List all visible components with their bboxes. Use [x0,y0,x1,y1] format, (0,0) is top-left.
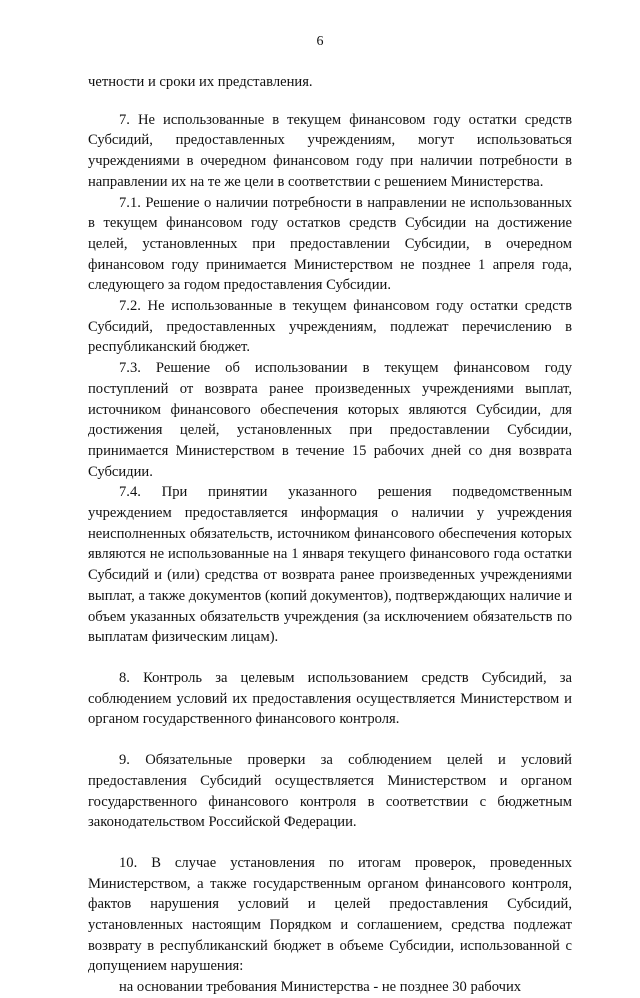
document-body [88,72,572,998]
paragraph-9: 9. Обязательные проверки за соблюдением целей и условий предоставления Субсидий осуществляется Министерством и органом государственного финансового контроля в соответствии с бюджетным законодательством Российской Федерации. [88,752,572,831]
paragraph-continuation: четности и сроки их представления. [88,74,313,90]
page-number: 6 [316,34,324,49]
paragraph-10: 10. В случае установления по итогам проверок, проведенных Министерством, а также государственным органом финансового контроля, фактов нарушения условий и целей предоставления Субсидий, установленных настоящим Порядком и соглашением, средства подлежат возврату в республиканский бюджет в объеме Субсидии, использованной с допущением нарушения: [88,854,572,975]
paragraph-7-1: 7.1. Решение о наличии потребности в направлении не использованных в текущем финансовом году остатков средств Субсидии на достижение целей, установленных при предоставлении Субсидии, в очередном финансовом году принимается Министерством не позднее 1 апреля года, следующего за годом предоставления Субсидии. [88,194,572,294]
paragraph-10-continued: на основании требования Министерства - не позднее 30 рабочих [119,979,522,996]
paragraph-7-3: 7.3. Решение об использовании в текущем финансовом году поступлений от возврата ранее произведенных учреждениями выплат, источником финансового обеспечения которых являются Субсидии, для достижения целей, установленных при предоставлении Субсидии, принимается Министерством в течение 15 рабочих дней со дня возврата Субсидии. [88,360,572,480]
paragraph-7-2: 7.2. Не использованные в текущем финансовом году остатки средств Субсидий, предоставленных учреждениям, подлежат перечислению в республиканский бюджет. [88,298,572,356]
paragraph-7: 7. Не использованные в текущем финансовом году остатки средств Субсидий, предоставленных учреждениям, могут использоваться учреждениями в очередном финансовом году при наличии потребности в направлении их на те же цели в соответствии с решением Министерства. [88,111,572,190]
paragraph-8: 8. Контроль за целевым использованием средств Субсидий, за соблюдением условий их предоставления осуществляется Министерством и органом государственного финансового контроля. [88,669,572,728]
paragraph-7-4: 7.4. При принятии указанного решения подведомственным учреждением предоставляется информация о наличии у учреждения неисполненных обязательств, источником финансового обеспечения которых являются не использованные на 1 января текущего финансового года остатки Субсидий и (или) средства от возврата ранее произведенных учреждениями выплат, а также документов (копий документов), подтверждающих наличие и объем указанных обязательств учреждения (за исключением обязательств по выплатам физическим лицам). [88,484,572,646]
